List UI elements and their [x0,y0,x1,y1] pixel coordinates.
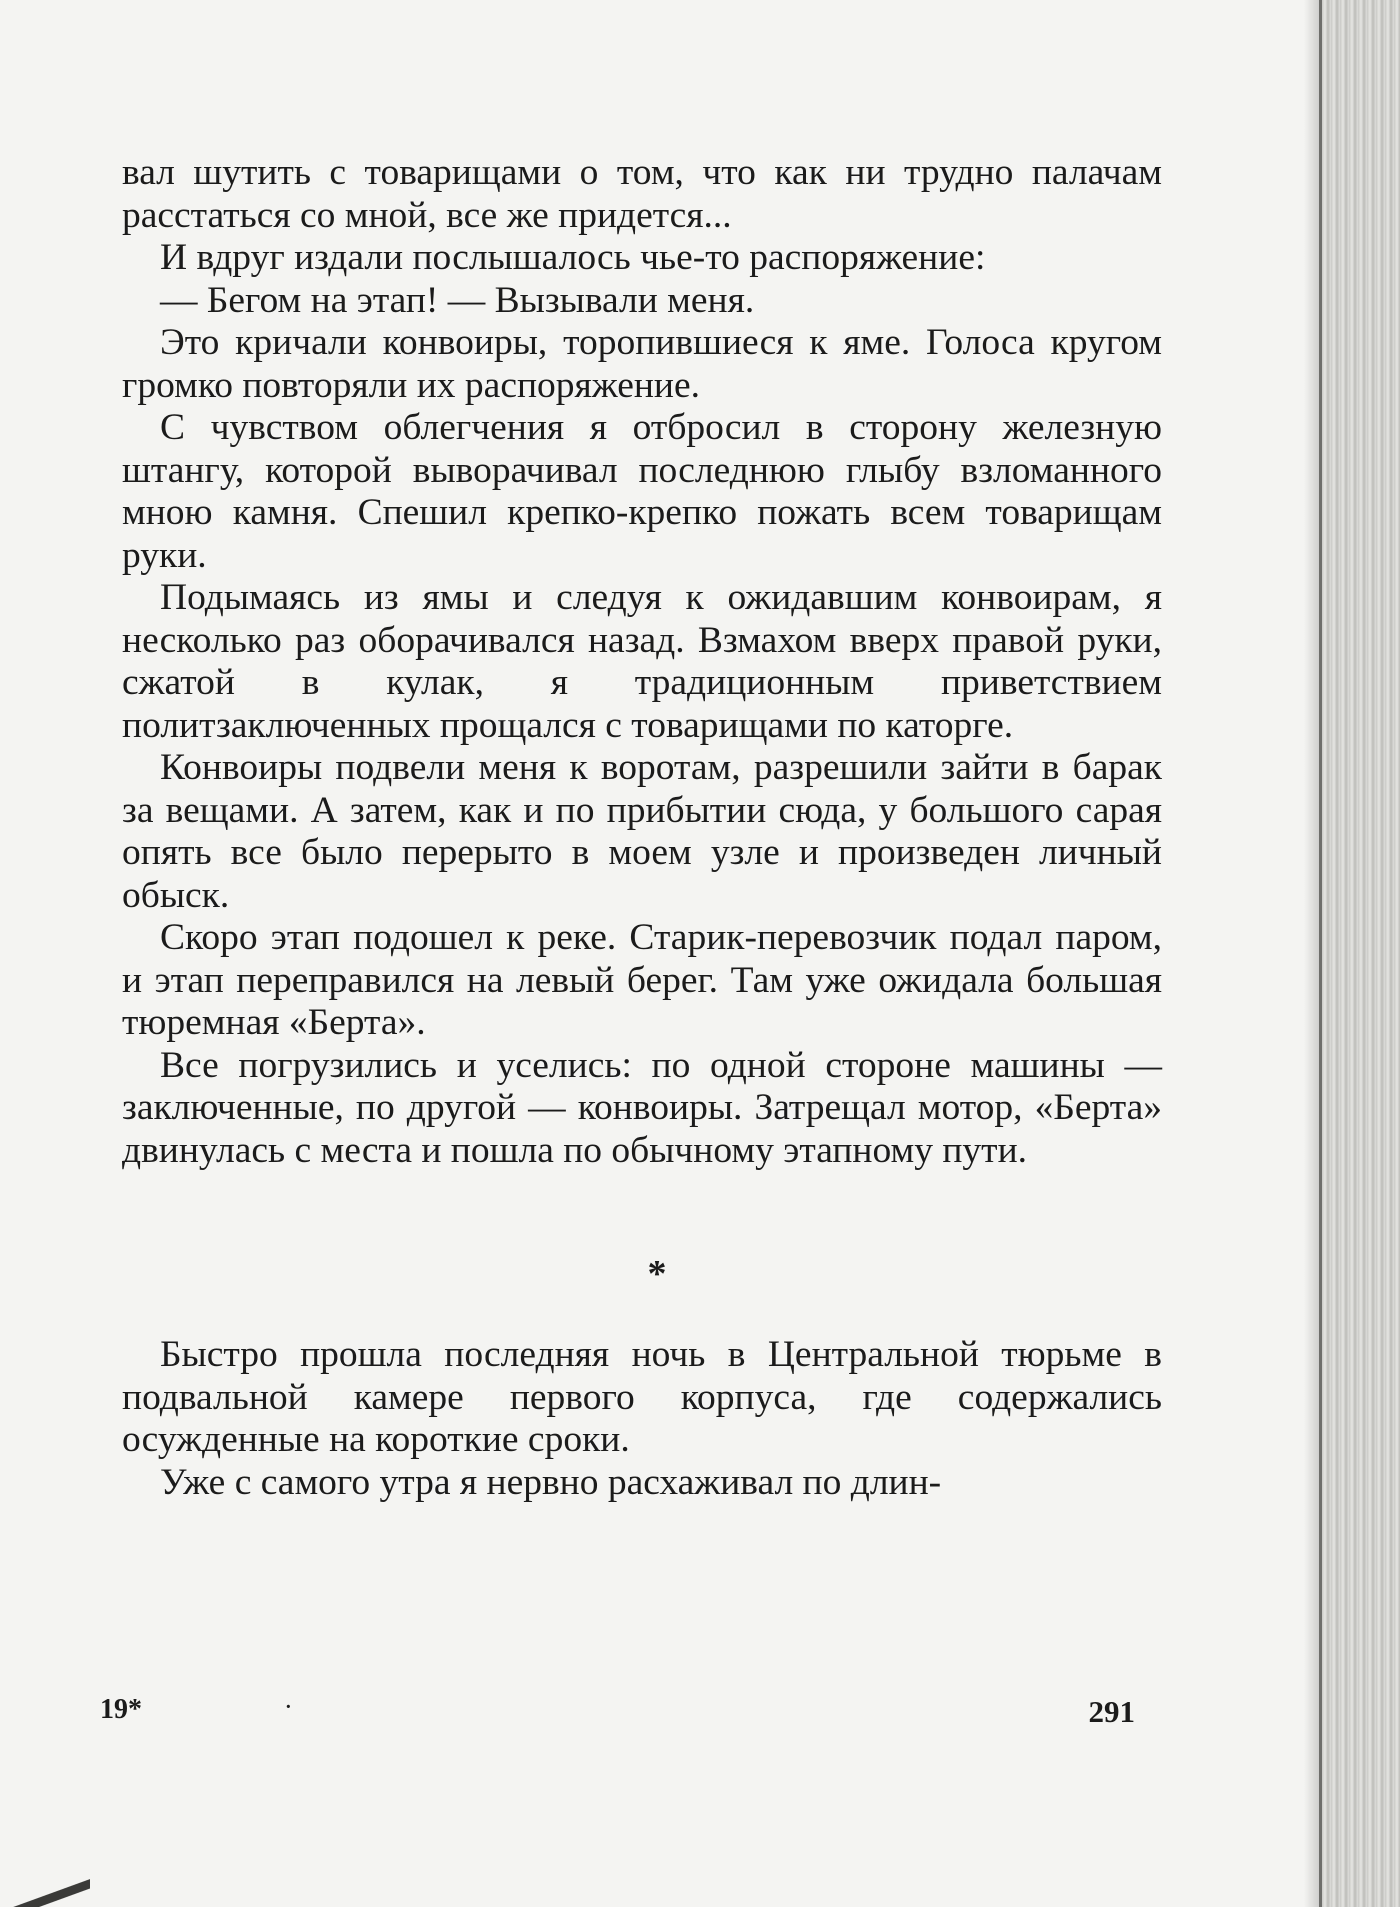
paragraph: Подымаясь из ямы и следуя к ожидавшим конвоирам, я несколько раз оборачивался назад. Взмахом вверх правой руки, сжатой в кулак, я традиционным приветствием политзаключенных прощался с товарищами по каторге. [122,577,1162,746]
paragraph: вал шутить с товарищами о том, что как ни трудно палачам расстаться со мной, все же придется... [122,152,1162,236]
paragraph: Все погрузились и уселись: по одной стороне машины — заключенные, по другой — конвоиры. Затрещал мотор, «Берта» двинулась с места и пошла по обычному этапному пути. [122,1044,1162,1171]
section-separator: * [647,1253,667,1295]
page-corner-mark [0,1877,90,1907]
paragraph: Это кричали конвоиры, торопившиеся к яме. Голоса кругом громко повторяли их распоряжение. [122,322,1162,406]
paragraph: С чувством облегчения я отбросил в сторону железную штангу, которой выворачивал последнюю глыбу взломанного мною камня. Спешил крепко-крепко пожать всем товарищам руки. [122,407,1162,576]
footer-dot: · [285,1696,292,1718]
paragraph: Уже с самого утра я нервно расхаживал по длин- [160,1461,942,1503]
paragraph: Конвоиры подвели меня к воротам, разрешили зайти в барак за вещами. А затем, как и по прибытии сюда, у большого сарая опять все было перерыто в моем узле и произведен личный обыск. [122,747,1162,916]
book-edge [1319,0,1400,1907]
paragraph: И вдруг издали послышалось чье-то распоряжение: [160,237,986,278]
paragraph: Скоро этап подошел к реке. Старик-перевозчик подал паром, и этап переправился на левый берег. Там уже ожидала большая тюремная «Берта». [122,917,1162,1043]
body-text [122,152,1162,1504]
page-number: 291 [1088,1694,1135,1729]
paragraph: Быстро прошла последняя ночь в Центральной тюрьме в подвальной камере первого корпуса, где содержались осужденные на короткие сроки. [122,1334,1162,1460]
printer-signature: 19* [100,1694,142,1725]
paragraph: — Бегом на этап! — Вызывали меня. [160,279,755,321]
